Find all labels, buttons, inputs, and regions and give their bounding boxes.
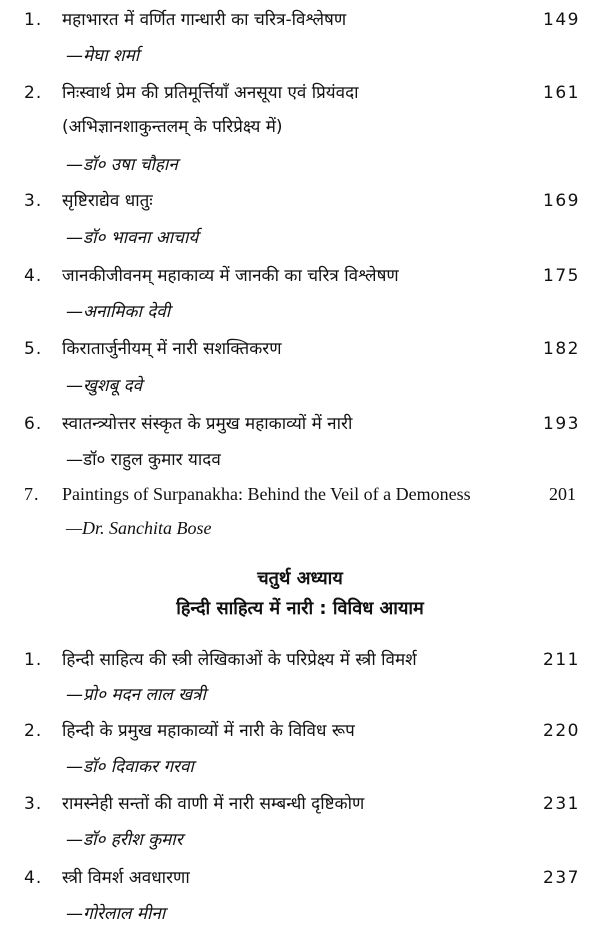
entry-number: 7. bbox=[24, 484, 40, 504]
entry-number: 2. bbox=[24, 83, 43, 103]
entry-page-number: 231 bbox=[543, 794, 580, 814]
entry-title: स्त्री विमर्श अवधारणा bbox=[62, 868, 190, 888]
entry-title: निःस्वार्थ प्रेम की प्रतिमूर्त्तियाँ अनसूया एवं प्रियंवदा bbox=[62, 83, 359, 103]
entry-number: 3. bbox=[24, 794, 43, 814]
entry-number: 5. bbox=[24, 339, 43, 359]
entry-number: 3. bbox=[24, 191, 43, 211]
entry-number: 4. bbox=[24, 266, 43, 286]
entry-author: —डॉ० हरीश कुमार bbox=[66, 830, 183, 850]
entry-title: हिन्दी के प्रमुख महाकाव्यों में नारी के विविध रूप bbox=[62, 721, 355, 741]
entry-title: Paintings of Surpanakha: Behind the Veil of a Demoness bbox=[62, 484, 471, 504]
entry-page-number: 237 bbox=[543, 868, 580, 888]
entry-page-number: 201 bbox=[549, 484, 576, 504]
entry-author: —प्रो० मदन लाल खत्री bbox=[66, 685, 206, 705]
entry-title: जानकीजीवनम् महाकाव्य में जानकी का चरित्र विश्लेषण bbox=[62, 266, 399, 286]
entry-title: स्वातन्त्र्योत्तर संस्कृत के प्रमुख महाकाव्यों में नारी bbox=[62, 414, 353, 434]
entry-number: 1. bbox=[24, 650, 43, 670]
entry-page-number: 149 bbox=[543, 10, 580, 30]
chapter-title: हिन्दी साहित्य में नारी : विविध आयाम bbox=[176, 598, 424, 619]
entry-number: 4. bbox=[24, 868, 43, 888]
entry-page-number: 182 bbox=[543, 339, 580, 359]
entry-page-number: 193 bbox=[543, 414, 580, 434]
entry-author: —खुशबू दवे bbox=[66, 376, 143, 396]
entry-author: —डॉ० दिवाकर गरवा bbox=[66, 757, 194, 777]
entry-title: रामस्नेही सन्तों की वाणी में नारी सम्बन्धी दृष्टिकोण bbox=[62, 794, 365, 814]
entry-title: महाभारत में वर्णित गान्धारी का चरित्र-विश्लेषण bbox=[62, 10, 347, 30]
entry-author: —डॉ० राहुल कुमार यादव bbox=[66, 450, 221, 470]
entry-author: —Dr. Sanchita Bose bbox=[66, 518, 212, 538]
entry-number: 6. bbox=[24, 414, 43, 434]
entry-page-number: 169 bbox=[543, 191, 580, 211]
entry-number: 2. bbox=[24, 721, 43, 741]
entry-author: —गोरेलाल मीना bbox=[66, 904, 166, 924]
entry-author: —अनामिका देवी bbox=[66, 302, 171, 322]
entry-author: —मेघा शर्मा bbox=[66, 46, 140, 66]
entry-title-line-2: (अभिज्ञानशाकुन्तलम् के परिप्रेक्ष्य में) bbox=[62, 117, 283, 137]
entry-title: किरातार्जुनीयम् में नारी सशक्तिकरण bbox=[62, 339, 282, 359]
entry-page-number: 211 bbox=[543, 650, 580, 670]
entry-author: —डॉ० भावना आचार्य bbox=[66, 228, 199, 248]
entry-page-number: 220 bbox=[543, 721, 580, 741]
entry-number: 1. bbox=[24, 10, 43, 30]
entry-author: —डॉ० उषा चौहान bbox=[66, 155, 178, 175]
chapter-label: चतुर्थ अध्याय bbox=[257, 568, 343, 589]
entry-page-number: 161 bbox=[543, 83, 580, 103]
entry-title: सृष्टिराद्येव धातुः bbox=[62, 191, 153, 211]
entry-title: हिन्दी साहित्य की स्त्री लेखिकाओं के परिप्रेक्ष्य में स्त्री विमर्श bbox=[62, 650, 417, 670]
entry-page-number: 175 bbox=[543, 266, 580, 286]
